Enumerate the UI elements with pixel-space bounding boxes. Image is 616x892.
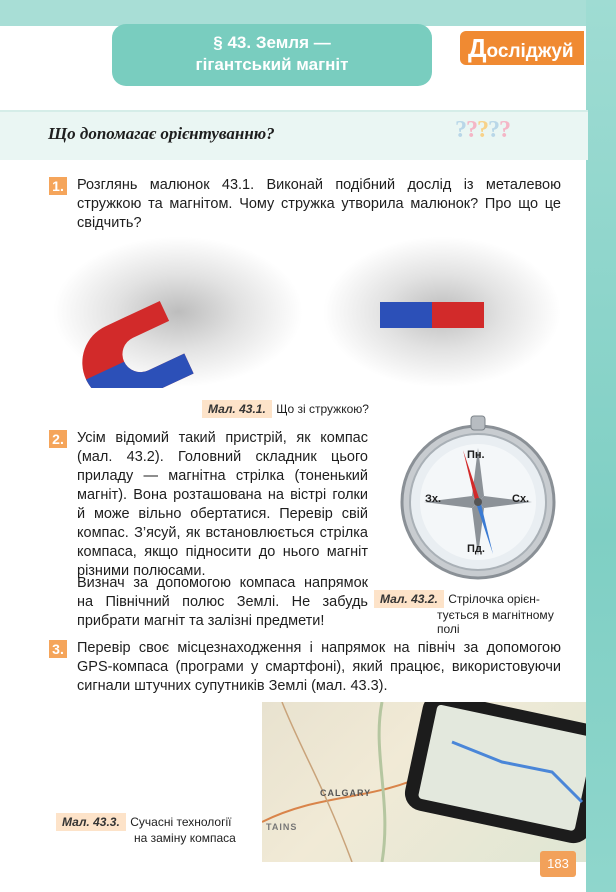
page-number: 183 bbox=[540, 851, 576, 877]
gps-map-image bbox=[262, 702, 586, 862]
figure-43-2-text-line2: тується в магнітному полі bbox=[437, 608, 554, 636]
figure-43-1-text: Що зі стружкою? bbox=[276, 402, 369, 416]
compass-west-label: Зх. bbox=[425, 493, 442, 505]
research-tab-rest: осліджуй bbox=[486, 41, 574, 62]
compass-south-label: Пд. bbox=[467, 543, 485, 555]
horseshoe-magnet-filings-image bbox=[52, 236, 304, 388]
item-1-text: Розглянь малюнок 43.1. Виконай подібний дослід із металевою стружкою та магнітом. Чому стружка утворила малюнок? Про що це свідчить? bbox=[77, 177, 561, 231]
map-city-label: CALGARY bbox=[320, 788, 372, 798]
research-tab bbox=[460, 31, 584, 65]
compass-east-label: Сх. bbox=[512, 493, 530, 505]
figure-43-1-caption bbox=[202, 400, 369, 418]
item-3-text: Перевір своє місцезнаходження і напрямок на північ за допомогою GPS-компаса (програми у смартфоні), який працює, використовуючи сигнали штучних супутників Землі (мал. 43.3). bbox=[77, 640, 561, 694]
figure-43-3-label: Мал. 43.3. bbox=[56, 813, 126, 831]
research-tab-initial: Д bbox=[468, 33, 487, 63]
map-region-label: TAINS bbox=[266, 822, 298, 832]
right-decor-band bbox=[586, 0, 616, 892]
item-2-text-a: Усім відомий такий пристрій, як компас (мал. 43.2). Головний складник цього приладу — магнітна стрілка (тоненький магніт). Вона розташована на вістрі голки й може вільно обертатися. Перевір свій компас. З’ясуй, як встановлюється стрілка компаса, якщо підносити до нього магніт різними полюсами. bbox=[77, 430, 368, 579]
section-title-line1: § 43. Земля — bbox=[213, 33, 331, 52]
bar-magnet-illustration bbox=[322, 236, 562, 388]
figure-43-2-label: Мал. 43.2. bbox=[374, 590, 444, 608]
figure-43-1-label: Мал. 43.1. bbox=[202, 400, 272, 418]
horseshoe-magnet-illustration bbox=[52, 236, 304, 388]
item-1-number: 1. bbox=[49, 177, 67, 195]
item-3-number: 3. bbox=[49, 640, 67, 658]
item-2-number: 2. bbox=[49, 430, 67, 448]
section-title bbox=[112, 24, 432, 86]
item-2-text-b: Визнач за допомогою компаса напрямок на Північний полюс Землі. Не забудь прибрати магніт та залізні предмети! bbox=[77, 575, 368, 629]
map-roads-illustration bbox=[262, 702, 586, 862]
bar-magnet-filings-image bbox=[322, 236, 562, 388]
top-left-white-tab bbox=[0, 26, 112, 86]
figure-43-2-text-line1: Стрілочка орієн- bbox=[448, 592, 540, 606]
top-decor-band bbox=[0, 0, 616, 26]
figure-43-3-text-line1: Сучасні технології bbox=[130, 815, 232, 829]
compass-illustration bbox=[393, 412, 563, 582]
figure-43-3-caption bbox=[56, 813, 276, 845]
compass-image bbox=[393, 412, 563, 582]
section-title-line2: гігантський магніт bbox=[195, 55, 349, 74]
figure-43-2-caption bbox=[374, 590, 574, 636]
compass-north-label: Пн. bbox=[467, 449, 485, 461]
figure-43-3-text-line2: на заміну компаса bbox=[134, 831, 236, 845]
question-marks-decoration: ????? bbox=[455, 117, 510, 143]
question-heading: Що допомагає орієнтуванню? bbox=[48, 124, 275, 143]
